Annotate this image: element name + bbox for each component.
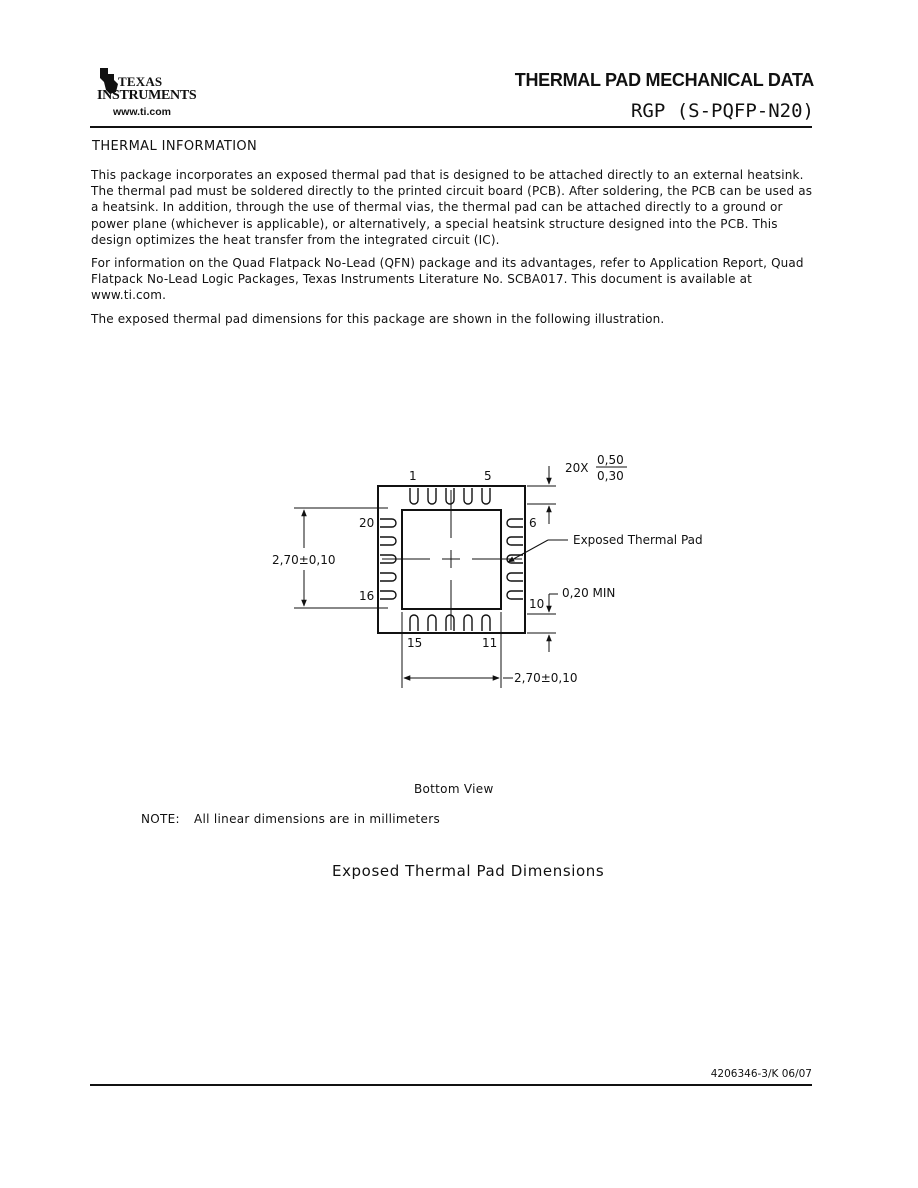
pin-label-20: 20 bbox=[359, 516, 375, 530]
bottom-view-caption: Bottom View bbox=[414, 782, 494, 796]
document-subtitle: RGP (S-PQFP-N20) bbox=[630, 100, 814, 122]
pin-label-10: 10 bbox=[529, 597, 545, 611]
vertical-pad-dimension-label: 2,70±0,10 bbox=[272, 553, 336, 567]
logo-url-link[interactable]: www.ti.com bbox=[113, 106, 171, 118]
footer-divider bbox=[90, 1084, 812, 1086]
lead-max-value: 0,50 bbox=[597, 453, 624, 467]
pin-label-1: 1 bbox=[409, 469, 417, 483]
pin-label-16: 16 bbox=[359, 589, 375, 603]
top-leads bbox=[410, 488, 490, 504]
logo-instruments-text: INSTRUMENTS bbox=[97, 88, 197, 103]
note-text: All linear dimensions are in millimeters bbox=[194, 812, 441, 826]
paragraph-qfn-reference: For information on the Quad Flatpack No-Lead (QFN) package and its advantages, refer to Application Report, Quad Flatpack No-Lead Logic Packages, Texas Instruments Literature No. SCBA017. This document is available at www.ti.com. bbox=[91, 256, 804, 303]
pin-label-15: 15 bbox=[407, 636, 423, 650]
bottom-leads bbox=[410, 615, 490, 631]
lead-count-label: 20X bbox=[565, 461, 589, 475]
logo-texas-text: TEXAS bbox=[118, 74, 163, 89]
min-clearance-label: 0,20 MIN bbox=[562, 586, 616, 600]
pin-label-5: 5 bbox=[484, 469, 492, 483]
section-heading: THERMAL INFORMATION bbox=[92, 139, 258, 154]
document-title: THERMAL PAD MECHANICAL DATA bbox=[514, 70, 814, 90]
lead-min-value: 0,30 bbox=[597, 469, 624, 483]
pin-label-11: 11 bbox=[482, 636, 498, 650]
figure-title: Exposed Thermal Pad Dimensions bbox=[332, 862, 605, 880]
paragraph-thermal-pad: This package incorporates an exposed thermal pad that is designed to be attached directly to an external heatsink. The thermal pad must be soldered directly to the printed circuit board (PCB). After soldering, the PCB can be used as a heatsink. In addition, through the use of thermal vias, the thermal pad can be attached directly to a ground or power plane (whichever is applicable), or alternatively, a special heatsink structure designed into the PCB. This design optimizes the heat transfer from the integrated circuit (IC). bbox=[91, 168, 813, 247]
paragraph-illustration-intro: The exposed thermal pad dimensions for this package are shown in the following illustration. bbox=[91, 312, 665, 326]
document-number: 4206346-3/K 06/07 bbox=[710, 1068, 812, 1080]
note-label: NOTE: bbox=[141, 812, 180, 826]
pad-callout-label: Exposed Thermal Pad bbox=[573, 533, 703, 547]
horizontal-pad-dimension-label: 2,70±0,10 bbox=[514, 671, 578, 685]
pin-label-6: 6 bbox=[529, 516, 537, 530]
